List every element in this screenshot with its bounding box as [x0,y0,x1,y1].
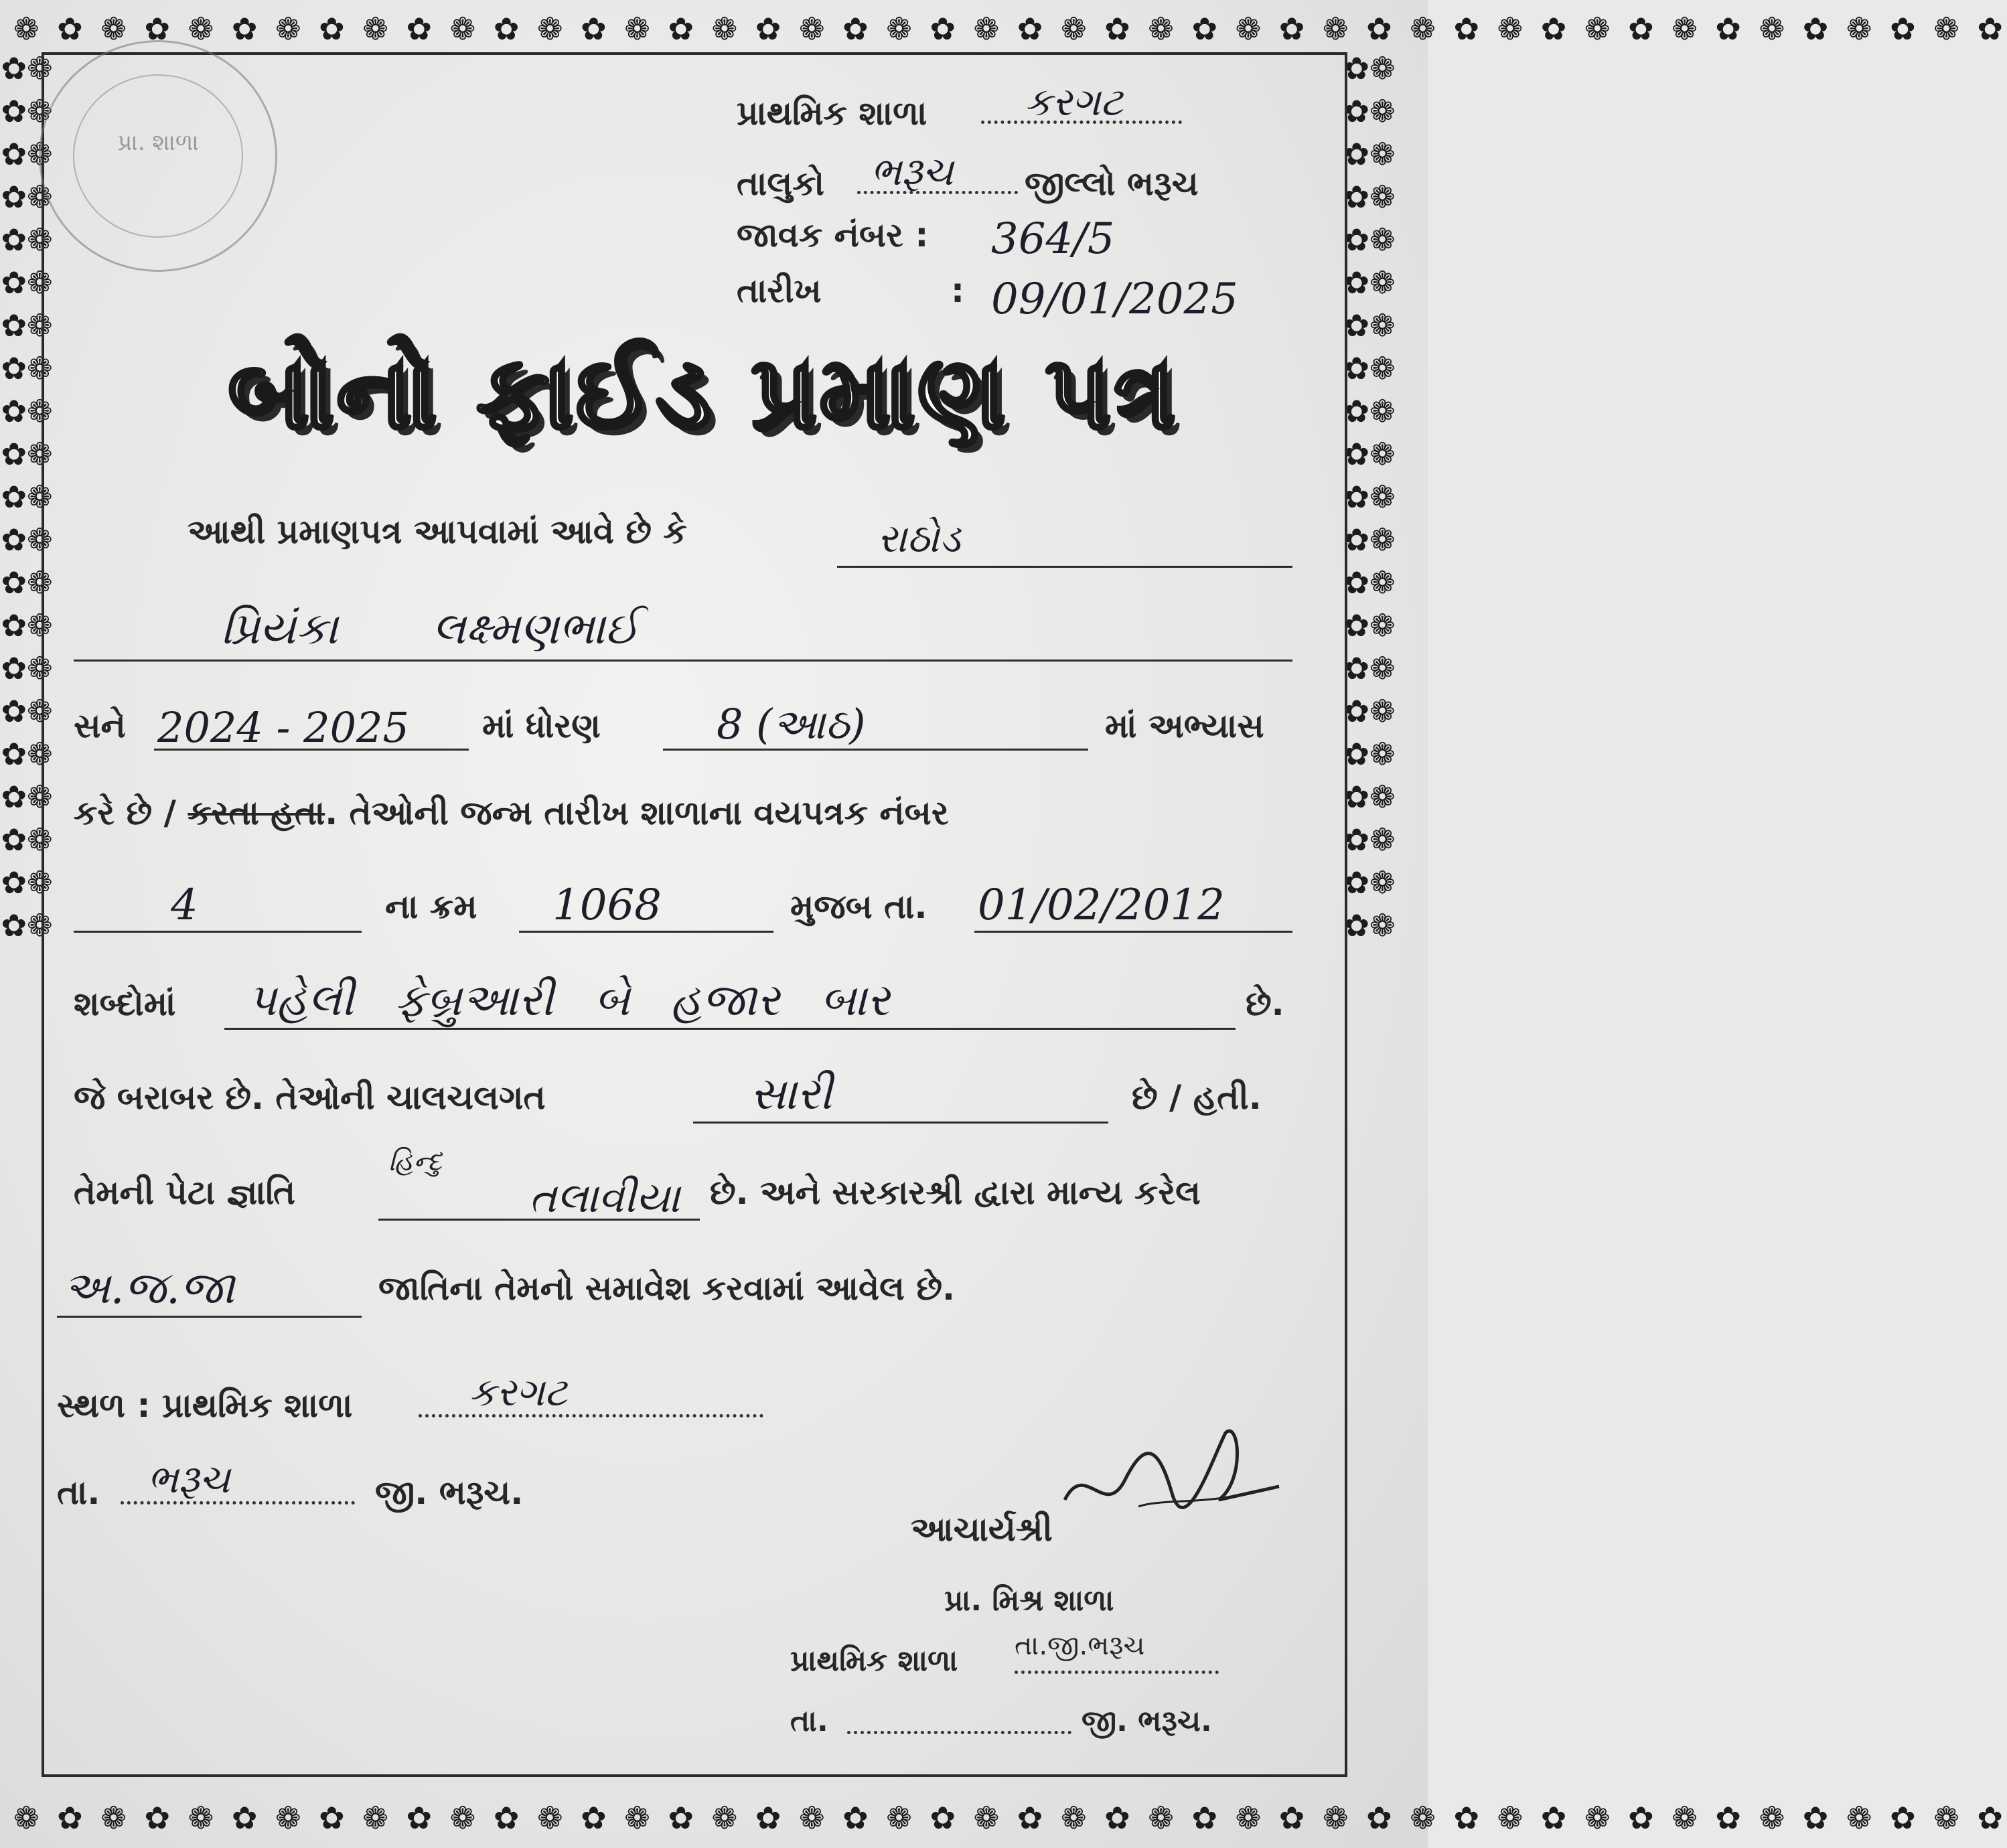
register-number: 4 [171,880,198,930]
subcaste-suffix: છે. અને સરકારશ્રી દ્વારા માન્ય કરેલ [710,1173,1201,1212]
surname-line [837,566,1292,568]
standard-value: 8 (આઠ) [717,700,866,749]
decorative-border-right: ✿❁✿❁✿❁✿❁✿❁✿❁✿❁✿❁✿❁✿❁✿❁✿❁✿❁✿❁✿❁✿❁✿❁✿❁✿❁✿❁✿❁ [1343,50,1396,943]
category-value: અ.જ.જા [64,1262,235,1314]
dob-line [974,931,1292,933]
conduct-value: સારી [750,1068,832,1120]
decorative-border-bottom: ❁ ✿ ❁ ✿ ❁ ✿ ❁ ✿ ❁ ✿ ❁ ✿ ❁ ✿ ❁ ✿ ❁ ✿ ❁ ✿ ❁ ✿ ❁ ✿ ❁ ✿ ❁ ✿ ❁ ✿ ❁ ✿ ❁ ✿ ❁ ✿ ❁ ✿ ❁ ✿ ❁ ✿ ❁ ✿ ❁ ✿ [13,1800,2007,1836]
per-date-label: મુજબ તા. [790,887,927,926]
school-label: પ્રાથમિક શાળા [737,94,927,133]
student-name: પ્રિયંકા લક્ષ્મણભાઈ [221,603,640,654]
register-line [74,931,362,933]
ta-label: તા. [57,1473,100,1512]
dob-in-words: પહેલી ફેબ્રુઆરી બે હજાર બાર [248,974,890,1026]
name-line [74,660,1292,662]
school-value: કરગટ [1025,79,1124,125]
taluka-value: ભરૂચ [871,149,954,194]
decorative-border-left: ✿❁✿❁✿❁✿❁✿❁✿❁✿❁✿❁✿❁✿❁✿❁✿❁✿❁✿❁✿❁✿❁✿❁✿❁✿❁✿❁✿❁ [1,50,53,943]
serial-label: ના ક્રમ [385,887,477,926]
seal-school-line: પ્રા. મિશ્ર શાળા [944,1584,1114,1618]
year-prefix: સને [74,706,126,745]
date-value: 09/01/2025 [991,275,1238,324]
place-label: સ્થળ : પ્રાથમિક શાળા [57,1386,353,1425]
outward-number-value: 364/5 [991,214,1115,264]
words-label: શબ્દોમાં [74,984,176,1023]
serial-number: 1068 [552,880,662,930]
seal-ji-label: જી. ભરૂચ. [1082,1704,1212,1738]
subcaste-label: તેમની પેટા જ્ઞાતિ [74,1173,296,1212]
taluka-label: તાલુકો [737,164,824,203]
decorative-border-top: ❁ ✿ ❁ ✿ ❁ ✿ ❁ ✿ ❁ ✿ ❁ ✿ ❁ ✿ ❁ ✿ ❁ ✿ ❁ ✿ ❁ ✿ ❁ ✿ ❁ ✿ ❁ ✿ ❁ ✿ ❁ ✿ ❁ ✿ ❁ ✿ ❁ ✿ ❁ ✿ ❁ ✿ ❁ ✿ ❁ ✿ [13,11,2007,47]
certificate-title: બોનો ફાઈડ પ્રમાણ પત્ર [228,335,1179,451]
outward-number-label: જાવક નંબર : [737,216,929,254]
ta-value: ભરૂચ [147,1456,230,1502]
seal-ta-dots [847,1731,1071,1734]
birth-date-intro: . તેઓની જન્મ તારીખ શાળાના વયપત્રક નંબર [325,793,949,832]
date-of-birth: 01/02/2012 [978,880,1225,930]
ji-label: જી. ભરૂચ. [375,1473,524,1512]
seal-school-label: પ્રાથમિક શાળા [790,1644,958,1678]
student-surname: રાઠોડ [877,516,961,561]
studies-past-struck: કરતા હતા [188,793,325,832]
seal-ta-label: તા. [790,1704,828,1738]
principal-signature [1058,1419,1292,1540]
seal-school-value: તા.જી.ભરૂચ [1015,1630,1145,1661]
serial-line [519,931,773,933]
date-colon: : [951,271,964,310]
academic-year: 2024 - 2025 [157,703,409,752]
category-line [57,1316,362,1318]
dob-words-line [224,1028,1236,1030]
subcaste-value: તલાવીયા [529,1173,680,1222]
conduct-line [693,1122,1108,1124]
conduct-suffix: છે / હતી. [1132,1078,1262,1117]
words-suffix: છે. [1246,984,1284,1023]
school-stamp [39,40,277,272]
stamp-inner-ring [73,74,243,238]
studies-text [74,793,949,833]
stamp-text: પ્રા. શાળા [117,129,199,156]
principal-label: આચાર્યશ્રી [911,1510,1053,1549]
category-suffix: જાતિના તેમનો સમાવેશ કરવામાં આવેલ છે. [378,1269,956,1308]
religion-note: હિન્દુ [388,1146,442,1177]
seal-school-dots [1015,1671,1219,1674]
standard-label: માં ધોરણ [482,706,601,745]
conduct-prefix: જે બરાબર છે. તેઓની ચાલચલગત [74,1078,546,1117]
intro-text: આથી પ્રમાણપત્ર આપવામાં આવે છે કે [188,512,687,551]
place-value: કરગટ [469,1369,568,1415]
studies-current: કરે છે / [74,793,176,832]
district-label: જીલ્લો ભરૂચ [1025,164,1199,203]
date-label: તારીખ [737,271,822,310]
study-label: માં અભ્યાસ [1105,706,1264,745]
